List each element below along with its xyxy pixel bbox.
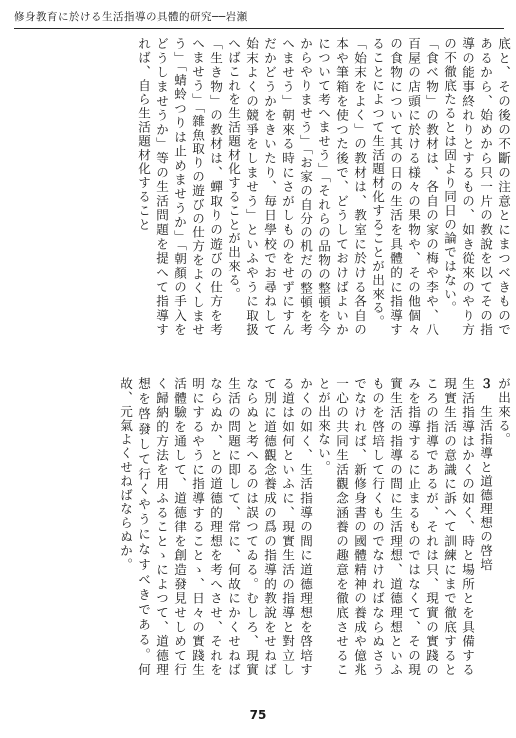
section-heading — [476, 377, 494, 677]
section-title: 生活指導と道德理想の啓培 — [478, 404, 493, 572]
section-number: ３ — [478, 377, 493, 391]
paragraph: 「始末をよく」の教材は、教室に於ける各自の本や筆箱を使つた後で、どうしておけばよいかについて考へませう」「それらの品物の整頓を今からやりませう」「お家の自分の机だの整頓を考へませう」朝來る時にさがしものをせずにすんだかどうかをきいたり、毎日學校でお尋ねして始末よくの競爭をしませう」といふやうに取扱へばこれを生活題材化することが出來る。 — [226, 37, 367, 337]
header-rule — [14, 28, 504, 29]
paragraph: 「食べ物」の教材は、各自の家の梅や李や、八百屋の店頭に於ける様々の果物や、その他個々の食物について其の日の生活を具體的に指導することによつて生活題材化することが出來る。 — [370, 37, 439, 337]
page-number: 75 — [249, 708, 267, 722]
paragraph: 生活指導はかくの如く、時と場所とを具備する現實生活の意識に訴へて訓練にまで徹底するところの指導であるが、それは只、現實の實踐のみを指導するに止まるものではなくて、その現實生活の指導の間に生活理想、道德理想といふものを啓培して行くものでなければならぬさうでなければ、新修身書の國體精神の養成や億兆一心の共同生活觀念涵養の趣意を徹底させることが出來ない。 — [316, 377, 475, 677]
paragraph: 底と、その後の不斷の注意とにまつべきものであるから、始めから只一片の教說を以てその指導の能事終れりとするもの、如き從來のやり方の不徹底たるとは固より同日の論ではない。 — [442, 37, 511, 337]
running-head: 修身教育に於ける生活指導の具體的研究──岩瀬 — [14, 11, 248, 23]
upper-text-column — [12, 37, 512, 337]
lower-text-column — [12, 377, 512, 677]
paragraph: かくの如く、生活指導の間に道德理想を啓培する道は如何といふに、現實生活の指導と對立して別に道德觀念養成の爲の指導的教說をせねばならぬと考へるのは誤つてゐる。むしろ、現實生活の問題に即して、常に、何故にかくせねばならぬか、との道德的理想を考へさせ、それを明にするやうに指導することゝ、日々の實踐生活體驗を通して、道德律を創造發見せしめて行く歸納的方法を用ふることゝによつて、道德理想を啓發して行くやうになすべきである。何故、元氣よくせねばならぬか。 — [118, 377, 313, 677]
continuation-line: が出來る。 — [496, 377, 511, 447]
paragraph: 「生き物」の教材は、蟬取りの遊びの仕方を考へませう」「雜魚取りの遊びの仕方をよくしませう」「蜻蛉つりは止めませうか」「朝顏の手入をどうしませうか」等の生活問題を提へて指導すれば、自ら生活題材化すること — [136, 37, 223, 337]
